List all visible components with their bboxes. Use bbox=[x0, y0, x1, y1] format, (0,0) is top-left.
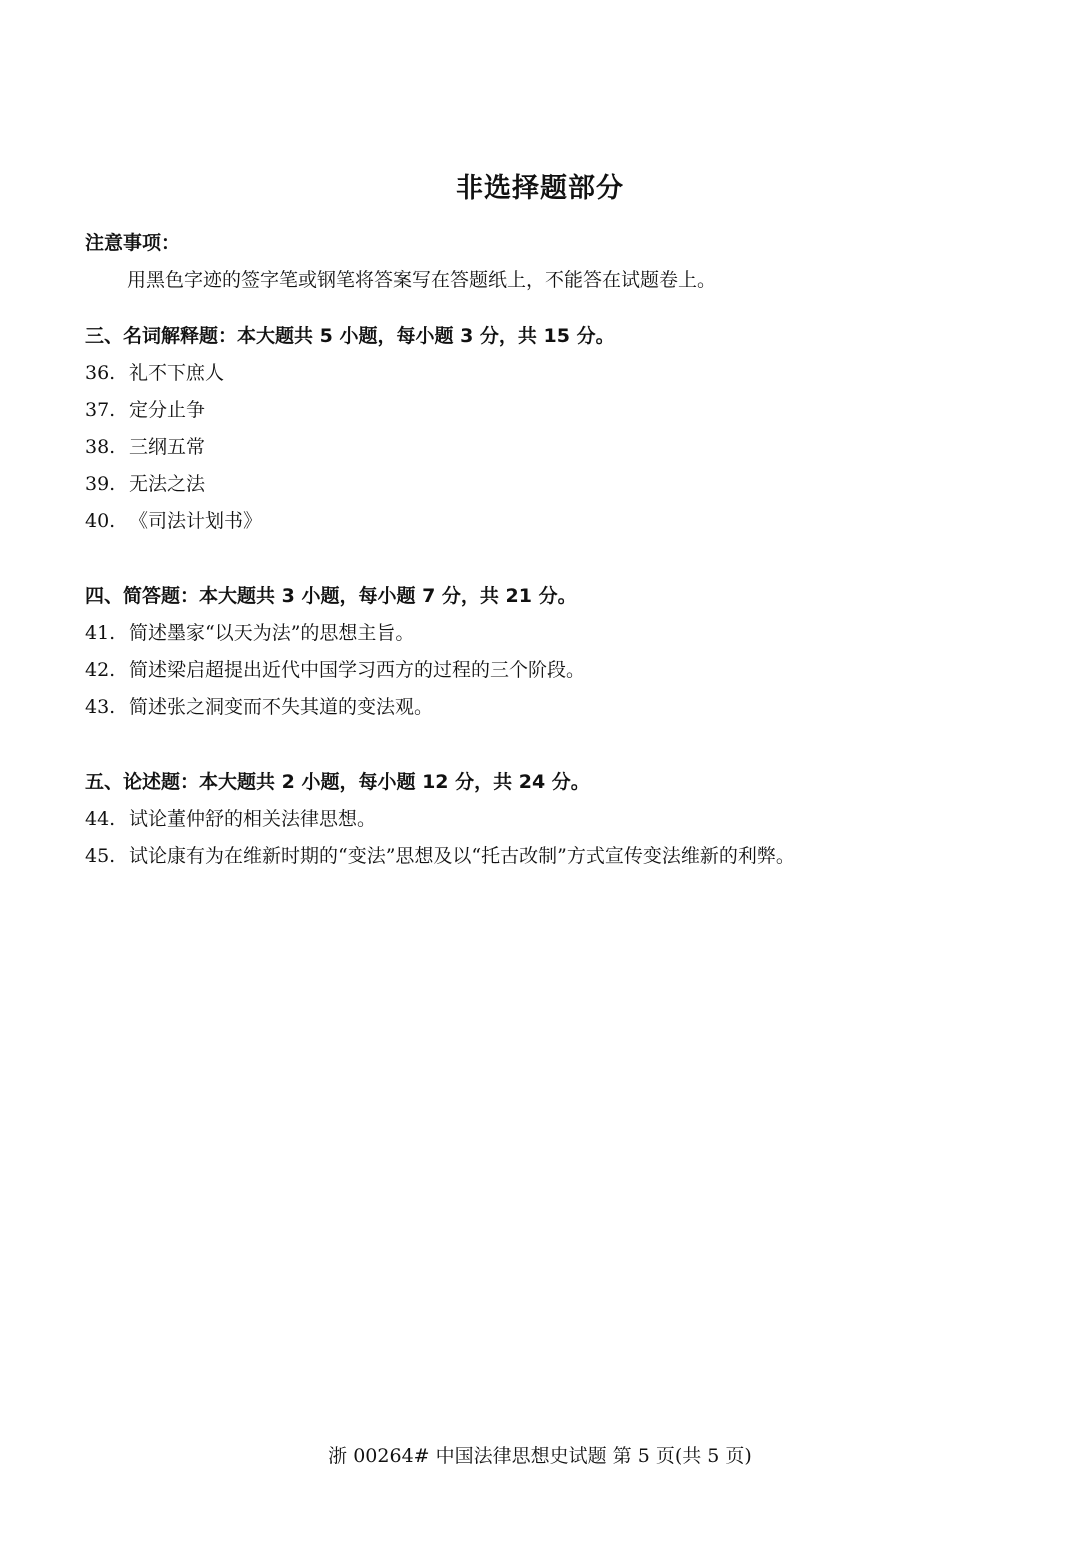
question-item bbox=[85, 355, 985, 392]
section-heading: 五、论述题：本大题共 2 小题，每小题 12 分，共 24 分。 bbox=[85, 771, 590, 793]
question-text: 试论康有为在维新时期的“变法”思想及以“托古改制”方式宣传变法维新的利弊。 bbox=[129, 845, 795, 867]
question-number: 43. bbox=[85, 696, 116, 718]
question-number: 44. bbox=[85, 808, 116, 830]
question-number: 45. bbox=[85, 845, 116, 867]
section-short-answer bbox=[85, 578, 985, 726]
question-text: 三纲五常 bbox=[129, 436, 206, 458]
question-text: 试论董仲舒的相关法律思想。 bbox=[129, 808, 377, 830]
section-heading: 三、名词解释题：本大题共 5 小题，每小题 3 分，共 15 分。 bbox=[85, 325, 615, 347]
section-noun-explanation bbox=[85, 318, 985, 540]
question-text: 定分止争 bbox=[129, 399, 206, 421]
question-item bbox=[85, 429, 985, 466]
notice-heading: 注意事项： bbox=[85, 232, 181, 254]
question-text: 礼不下庶人 bbox=[129, 362, 225, 384]
question-number: 39. bbox=[85, 473, 116, 495]
question-text: 简述梁启超提出近代中国学习西方的过程的三个阶段。 bbox=[129, 659, 586, 681]
page-title: 非选择题部分 bbox=[456, 173, 624, 204]
question-item bbox=[85, 466, 985, 503]
question-number: 41. bbox=[85, 622, 116, 644]
section-heading: 四、简答题：本大题共 3 小题，每小题 7 分，共 21 分。 bbox=[85, 585, 577, 607]
page-footer: 浙 00264# 中国法律思想史试题 第 5 页(共 5 页) bbox=[328, 1445, 752, 1467]
question-item bbox=[85, 652, 985, 689]
question-number: 40. bbox=[85, 510, 116, 532]
question-item bbox=[85, 801, 985, 838]
question-item bbox=[85, 392, 985, 429]
question-item bbox=[85, 615, 985, 652]
question-number: 42. bbox=[85, 659, 116, 681]
question-text: 简述墨家“以天为法”的思想主旨。 bbox=[129, 622, 415, 644]
question-number: 36. bbox=[85, 362, 116, 384]
question-number: 37. bbox=[85, 399, 116, 421]
section-essay bbox=[85, 764, 985, 875]
question-item bbox=[85, 503, 985, 540]
notice-text: 用黑色字迹的签字笔或钢笔将答案写在答题纸上，不能答在试题卷上。 bbox=[127, 269, 717, 291]
question-item bbox=[85, 689, 985, 726]
question-text: 无法之法 bbox=[129, 473, 206, 495]
question-item bbox=[85, 838, 985, 875]
question-text: 简述张之洞变而不失其道的变法观。 bbox=[129, 696, 434, 718]
question-text: 《司法计划书》 bbox=[129, 510, 263, 532]
question-number: 38. bbox=[85, 436, 116, 458]
